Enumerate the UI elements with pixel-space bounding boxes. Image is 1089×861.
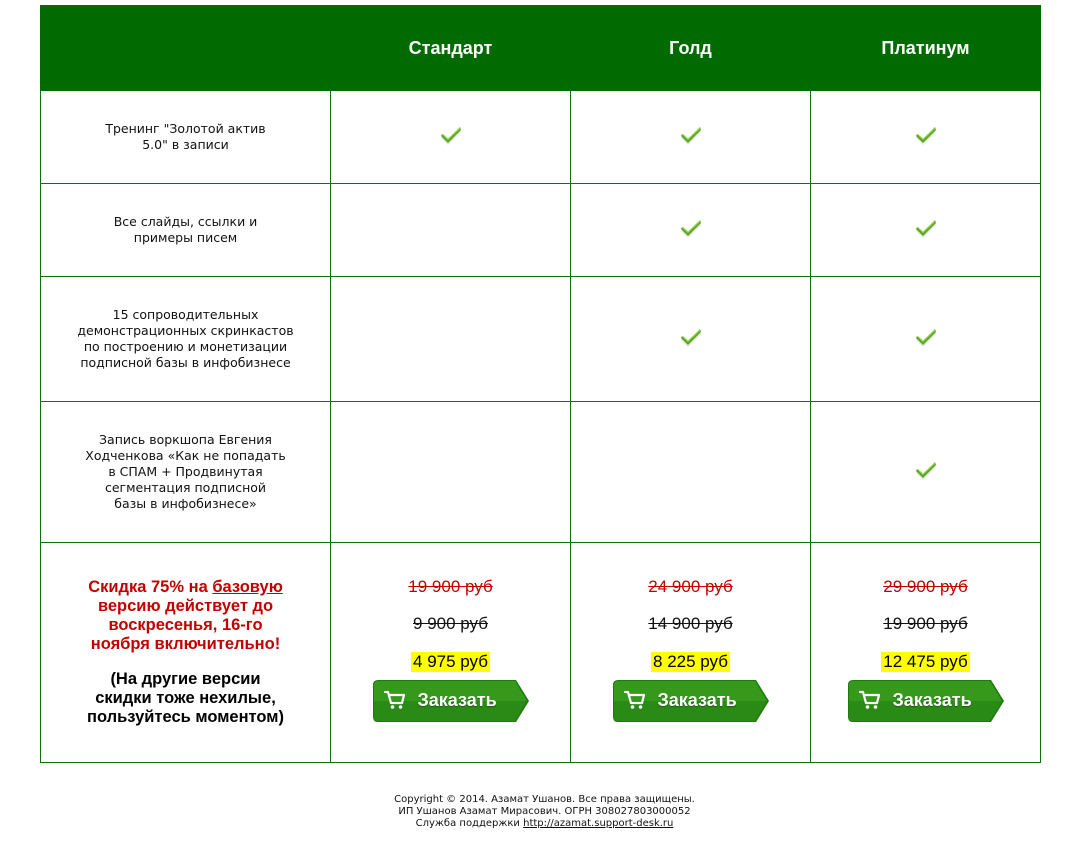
plan-header-gold: Голд	[571, 6, 811, 91]
feature-cell	[811, 184, 1041, 277]
old-price: 29 900 руб	[883, 577, 968, 596]
plan-header-platinum: Платинум	[811, 6, 1041, 91]
order-button[interactable]	[612, 679, 770, 723]
feature-cell	[571, 402, 811, 543]
check-icon	[915, 326, 937, 348]
check-icon	[680, 326, 702, 348]
order-button[interactable]	[847, 679, 1005, 723]
copyright-text: Copyright © 2014. Азамат Ушанов. Все права защищены.	[394, 794, 695, 805]
feature-row	[41, 277, 1041, 402]
cart-icon	[624, 690, 646, 710]
feature-cell	[331, 277, 571, 402]
check-icon	[915, 459, 937, 481]
feature-row	[41, 91, 1041, 184]
current-price: 12 475 руб	[883, 652, 968, 671]
previous-price: 19 900 руб	[883, 614, 968, 633]
feature-cell	[811, 91, 1041, 184]
feature-cell	[811, 402, 1041, 543]
cart-icon	[859, 690, 881, 710]
feature-cell	[571, 184, 811, 277]
check-icon	[680, 124, 702, 146]
feature-cell	[331, 184, 571, 277]
feature-row	[41, 402, 1041, 543]
current-price: 4 975 руб	[413, 652, 488, 671]
order-button-label: Заказать	[657, 690, 737, 710]
feature-cell	[331, 402, 571, 543]
feature-row	[41, 184, 1041, 277]
current-price: 8 225 руб	[653, 652, 728, 671]
order-button-label: Заказать	[417, 690, 497, 710]
discount-note: (На другие версии скидки тоже нехилые, пользуйтесь моментом)	[87, 670, 284, 726]
price-cell-standard	[331, 543, 571, 763]
old-price: 19 900 руб	[408, 577, 493, 596]
feature-label: Запись воркшопа Евгения Ходченкова «Как не попадать в СПАМ + Продвинутая сегментация подписной базы в инфобизнесе»	[41, 402, 331, 543]
feature-cell	[571, 277, 811, 402]
company-info: ИП Ушанов Азамат Мирасович. ОГРН 308027803000052	[398, 806, 691, 817]
previous-price: 14 900 руб	[648, 614, 733, 633]
feature-cell	[811, 277, 1041, 402]
feature-cell	[571, 91, 811, 184]
order-button-label: Заказать	[892, 690, 972, 710]
plan-header-standard: Стандарт	[331, 6, 571, 91]
support-line: Служба поддержки http://azamat.support-desk.ru	[415, 818, 674, 829]
old-price: 24 900 руб	[648, 577, 733, 596]
pricing-table	[40, 5, 1041, 763]
check-icon	[680, 217, 702, 239]
check-icon	[440, 124, 462, 146]
base-version-link[interactable]: базовую	[212, 578, 283, 596]
footer	[0, 794, 1089, 830]
header-empty-cell	[41, 6, 331, 91]
support-link[interactable]: http://azamat.support-desk.ru	[523, 818, 674, 829]
feature-label: Тренинг "Золотой актив 5.0" в записи	[41, 91, 331, 184]
previous-price: 9 900 руб	[413, 614, 488, 633]
feature-label: 15 сопроводительных демонстрационных скринкастов по построению и монетизации подписной базы в инфобизнесе	[41, 277, 331, 402]
check-icon	[915, 124, 937, 146]
promo-text: Скидка 75% на базовую версию действует до воскресенья, 16-го ноября включительно!	[88, 578, 283, 653]
promo-cell	[41, 543, 331, 763]
price-cell-gold	[571, 543, 811, 763]
header-row	[41, 6, 1041, 91]
order-button[interactable]	[372, 679, 530, 723]
check-icon	[915, 217, 937, 239]
feature-cell	[331, 91, 571, 184]
feature-label: Все слайды, ссылки и примеры писем	[41, 184, 331, 277]
price-cell-platinum	[811, 543, 1041, 763]
pricing-row	[41, 543, 1041, 763]
cart-icon	[384, 690, 406, 710]
